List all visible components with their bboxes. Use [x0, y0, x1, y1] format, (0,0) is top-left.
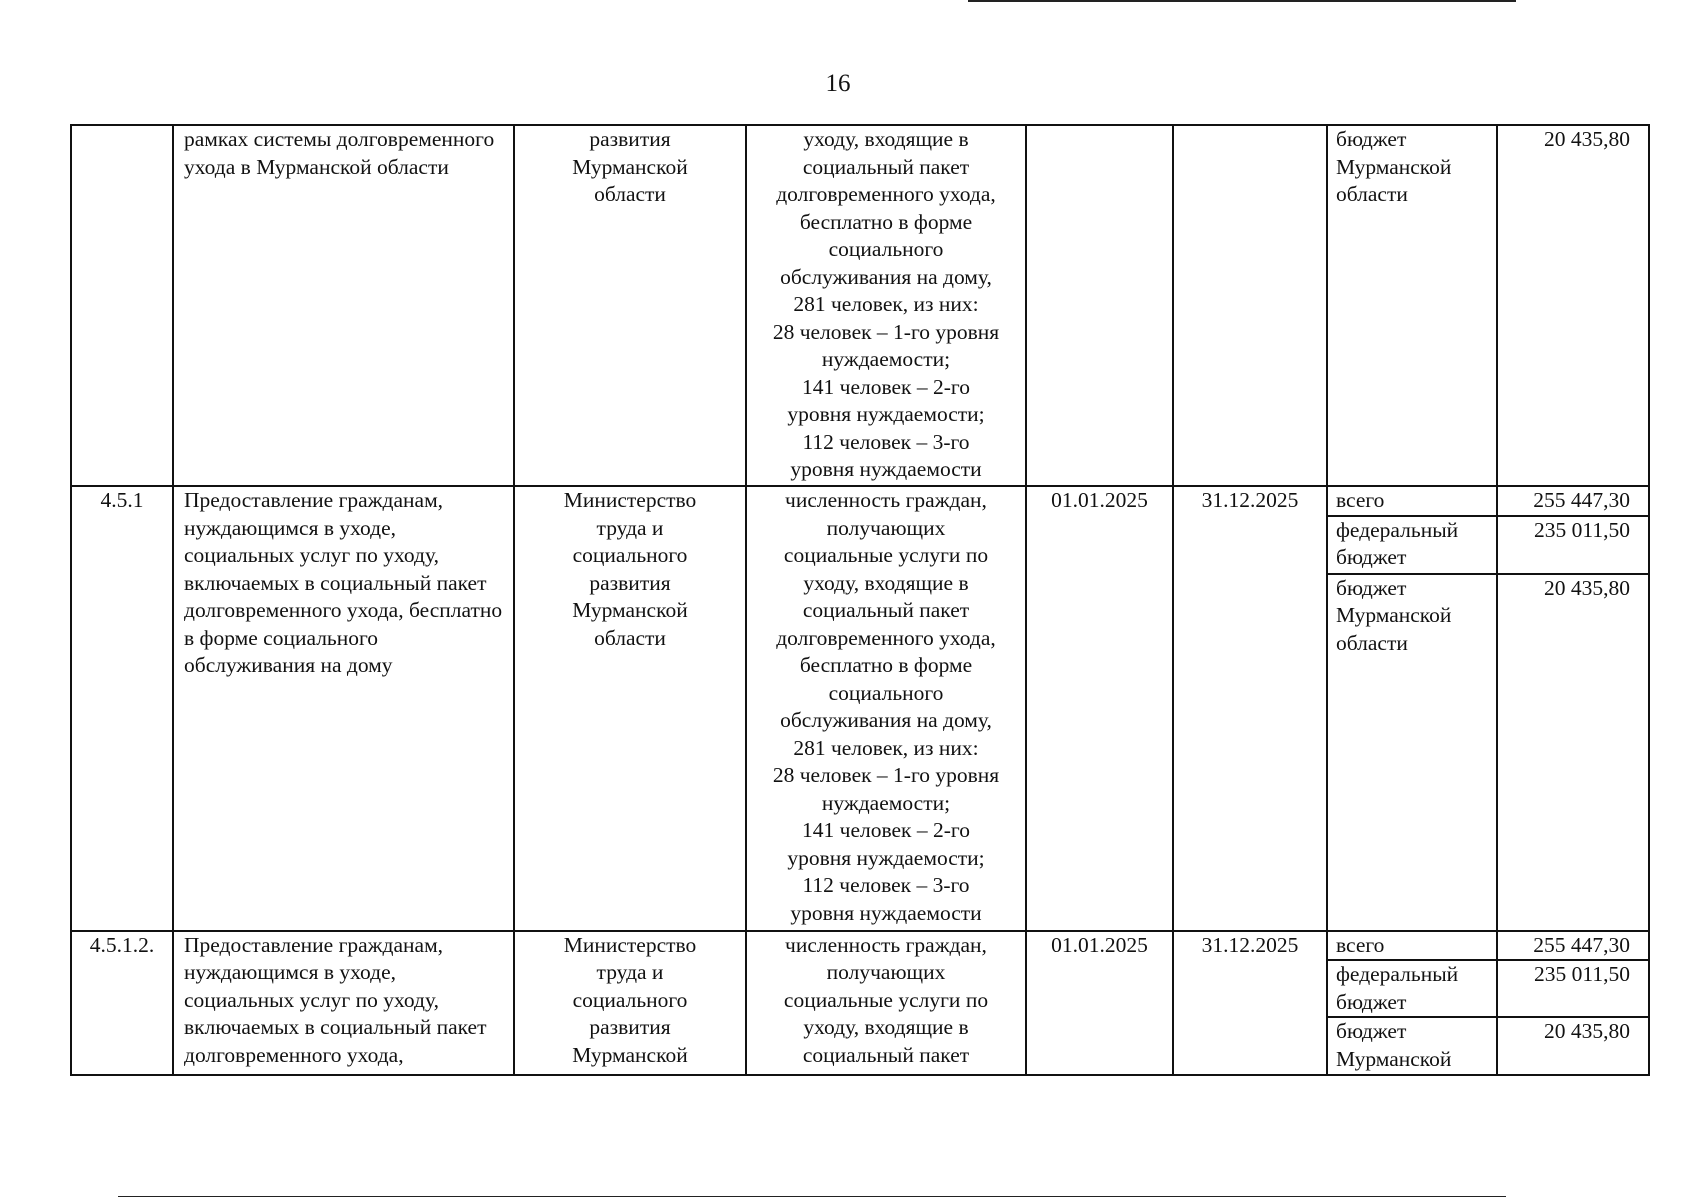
end-date: [1173, 125, 1327, 486]
row-number: 4.5.1: [71, 486, 173, 931]
indicator-line: обслуживания на дому,: [780, 264, 992, 289]
indicator-line: социальный пакет: [802, 154, 970, 179]
funding-amount: 235 011,50: [1497, 960, 1649, 1017]
indicator-line: получающих: [826, 960, 946, 984]
funding-amount: 20 435,80: [1497, 125, 1649, 486]
end-date: 31.12.2025: [1173, 486, 1327, 931]
indicator-line: социального: [828, 680, 944, 705]
executor: развития Мурманской области: [514, 125, 746, 486]
funding-source: всего: [1327, 931, 1497, 961]
indicator-line: 141 человек – 2-го: [802, 818, 970, 842]
indicator-line: социальные услуги по: [783, 543, 989, 567]
program-table: [70, 124, 1650, 1076]
bottom-scan-line: [118, 1196, 1506, 1197]
row-number: 4.5.1.2.: [71, 931, 173, 1076]
indicator-line: 281 человек, из них:: [793, 292, 979, 316]
indicator-line: бесплатно в форме: [799, 653, 973, 677]
indicator-line: долговременного ухода,: [776, 625, 996, 650]
funding-amount: 255 447,30: [1497, 931, 1649, 961]
funding-source: бюджет Мурманской области: [1327, 574, 1497, 931]
indicator-line: уходу, входящие в: [803, 127, 969, 151]
indicator-line: социальный пакет: [802, 1042, 970, 1067]
table-row: [71, 125, 1649, 486]
indicator-line: уровня нуждаемости: [790, 900, 982, 925]
funding-amount: 20 435,80: [1497, 574, 1649, 931]
funding-amount: 20 435,80: [1497, 1017, 1649, 1075]
measure-name: Предоставление гражданам, нуждающимся в уходе, социальных услуг по уходу, включаемых в социальный пакет долговременного ухода, бесплатно в форме социального обслуживания на дому: [173, 486, 514, 931]
funding-source: бюджет Мурманской области: [1327, 125, 1497, 486]
end-date: 31.12.2025: [1173, 931, 1327, 1076]
indicator-line: социального: [828, 237, 944, 261]
start-date: 01.01.2025: [1026, 486, 1173, 931]
indicator-line: уровня нуждаемости;: [787, 402, 985, 426]
indicator-line: 28 человек – 1-го уровня: [772, 319, 1000, 344]
indicator-line: уходу, входящие в: [803, 570, 969, 595]
top-scan-line: [968, 0, 1516, 2]
page-number: 16: [825, 70, 851, 97]
indicator: [746, 125, 1026, 486]
start-date: [1026, 125, 1173, 486]
indicator-line: 112 человек – 3-го: [802, 429, 970, 454]
funding-source: всего: [1327, 486, 1497, 516]
executor: Министерство труда и социального развития Мурманской: [514, 931, 746, 1076]
indicator-line: 281 человек, из них:: [793, 735, 979, 760]
indicator: [746, 486, 1026, 931]
measure-name: Предоставление гражданам, нуждающимся в уходе, социальных услуг по уходу, включаемых в социальный пакет долговременного ухода,: [173, 931, 514, 1076]
indicator-line: 141 человек – 2-го: [802, 374, 970, 399]
indicator-line: уровня нуждаемости: [790, 457, 982, 481]
indicator-line: численность граждан,: [785, 932, 987, 957]
indicator-line: численность граждан,: [785, 488, 987, 512]
funding-source: федеральный бюджет: [1327, 960, 1497, 1017]
indicator-line: получающих: [826, 515, 946, 540]
indicator-line: бесплатно в форме: [799, 209, 973, 234]
row-number: [71, 125, 173, 486]
indicator-line: обслуживания на дому,: [780, 708, 992, 732]
indicator-line: долговременного ухода,: [776, 182, 996, 206]
start-date: 01.01.2025: [1026, 931, 1173, 1076]
indicator-line: уходу, входящие в: [803, 1015, 969, 1039]
indicator-line: уровня нуждаемости;: [787, 845, 985, 870]
measure-name: рамках системы долговременного ухода в Мурманской области: [173, 125, 514, 486]
table-row: [71, 486, 1649, 516]
indicator-line: социальный пакет: [802, 598, 970, 622]
executor: Министерство труда и социального развития Мурманской области: [514, 486, 746, 931]
table-row: [71, 931, 1649, 961]
funding-source: бюджет Мурманской: [1327, 1017, 1497, 1075]
indicator-line: социальные услуги по: [783, 987, 989, 1012]
funding-source: федеральный бюджет: [1327, 516, 1497, 574]
funding-amount: 255 447,30: [1497, 486, 1649, 516]
indicator-line: 28 человек – 1-го уровня: [772, 763, 1000, 787]
indicator: [746, 931, 1026, 1076]
indicator-line: 112 человек – 3-го: [802, 873, 970, 897]
indicator-line: нуждаемости;: [821, 347, 951, 371]
indicator-line: нуждаемости;: [821, 790, 951, 815]
funding-amount: 235 011,50: [1497, 516, 1649, 574]
